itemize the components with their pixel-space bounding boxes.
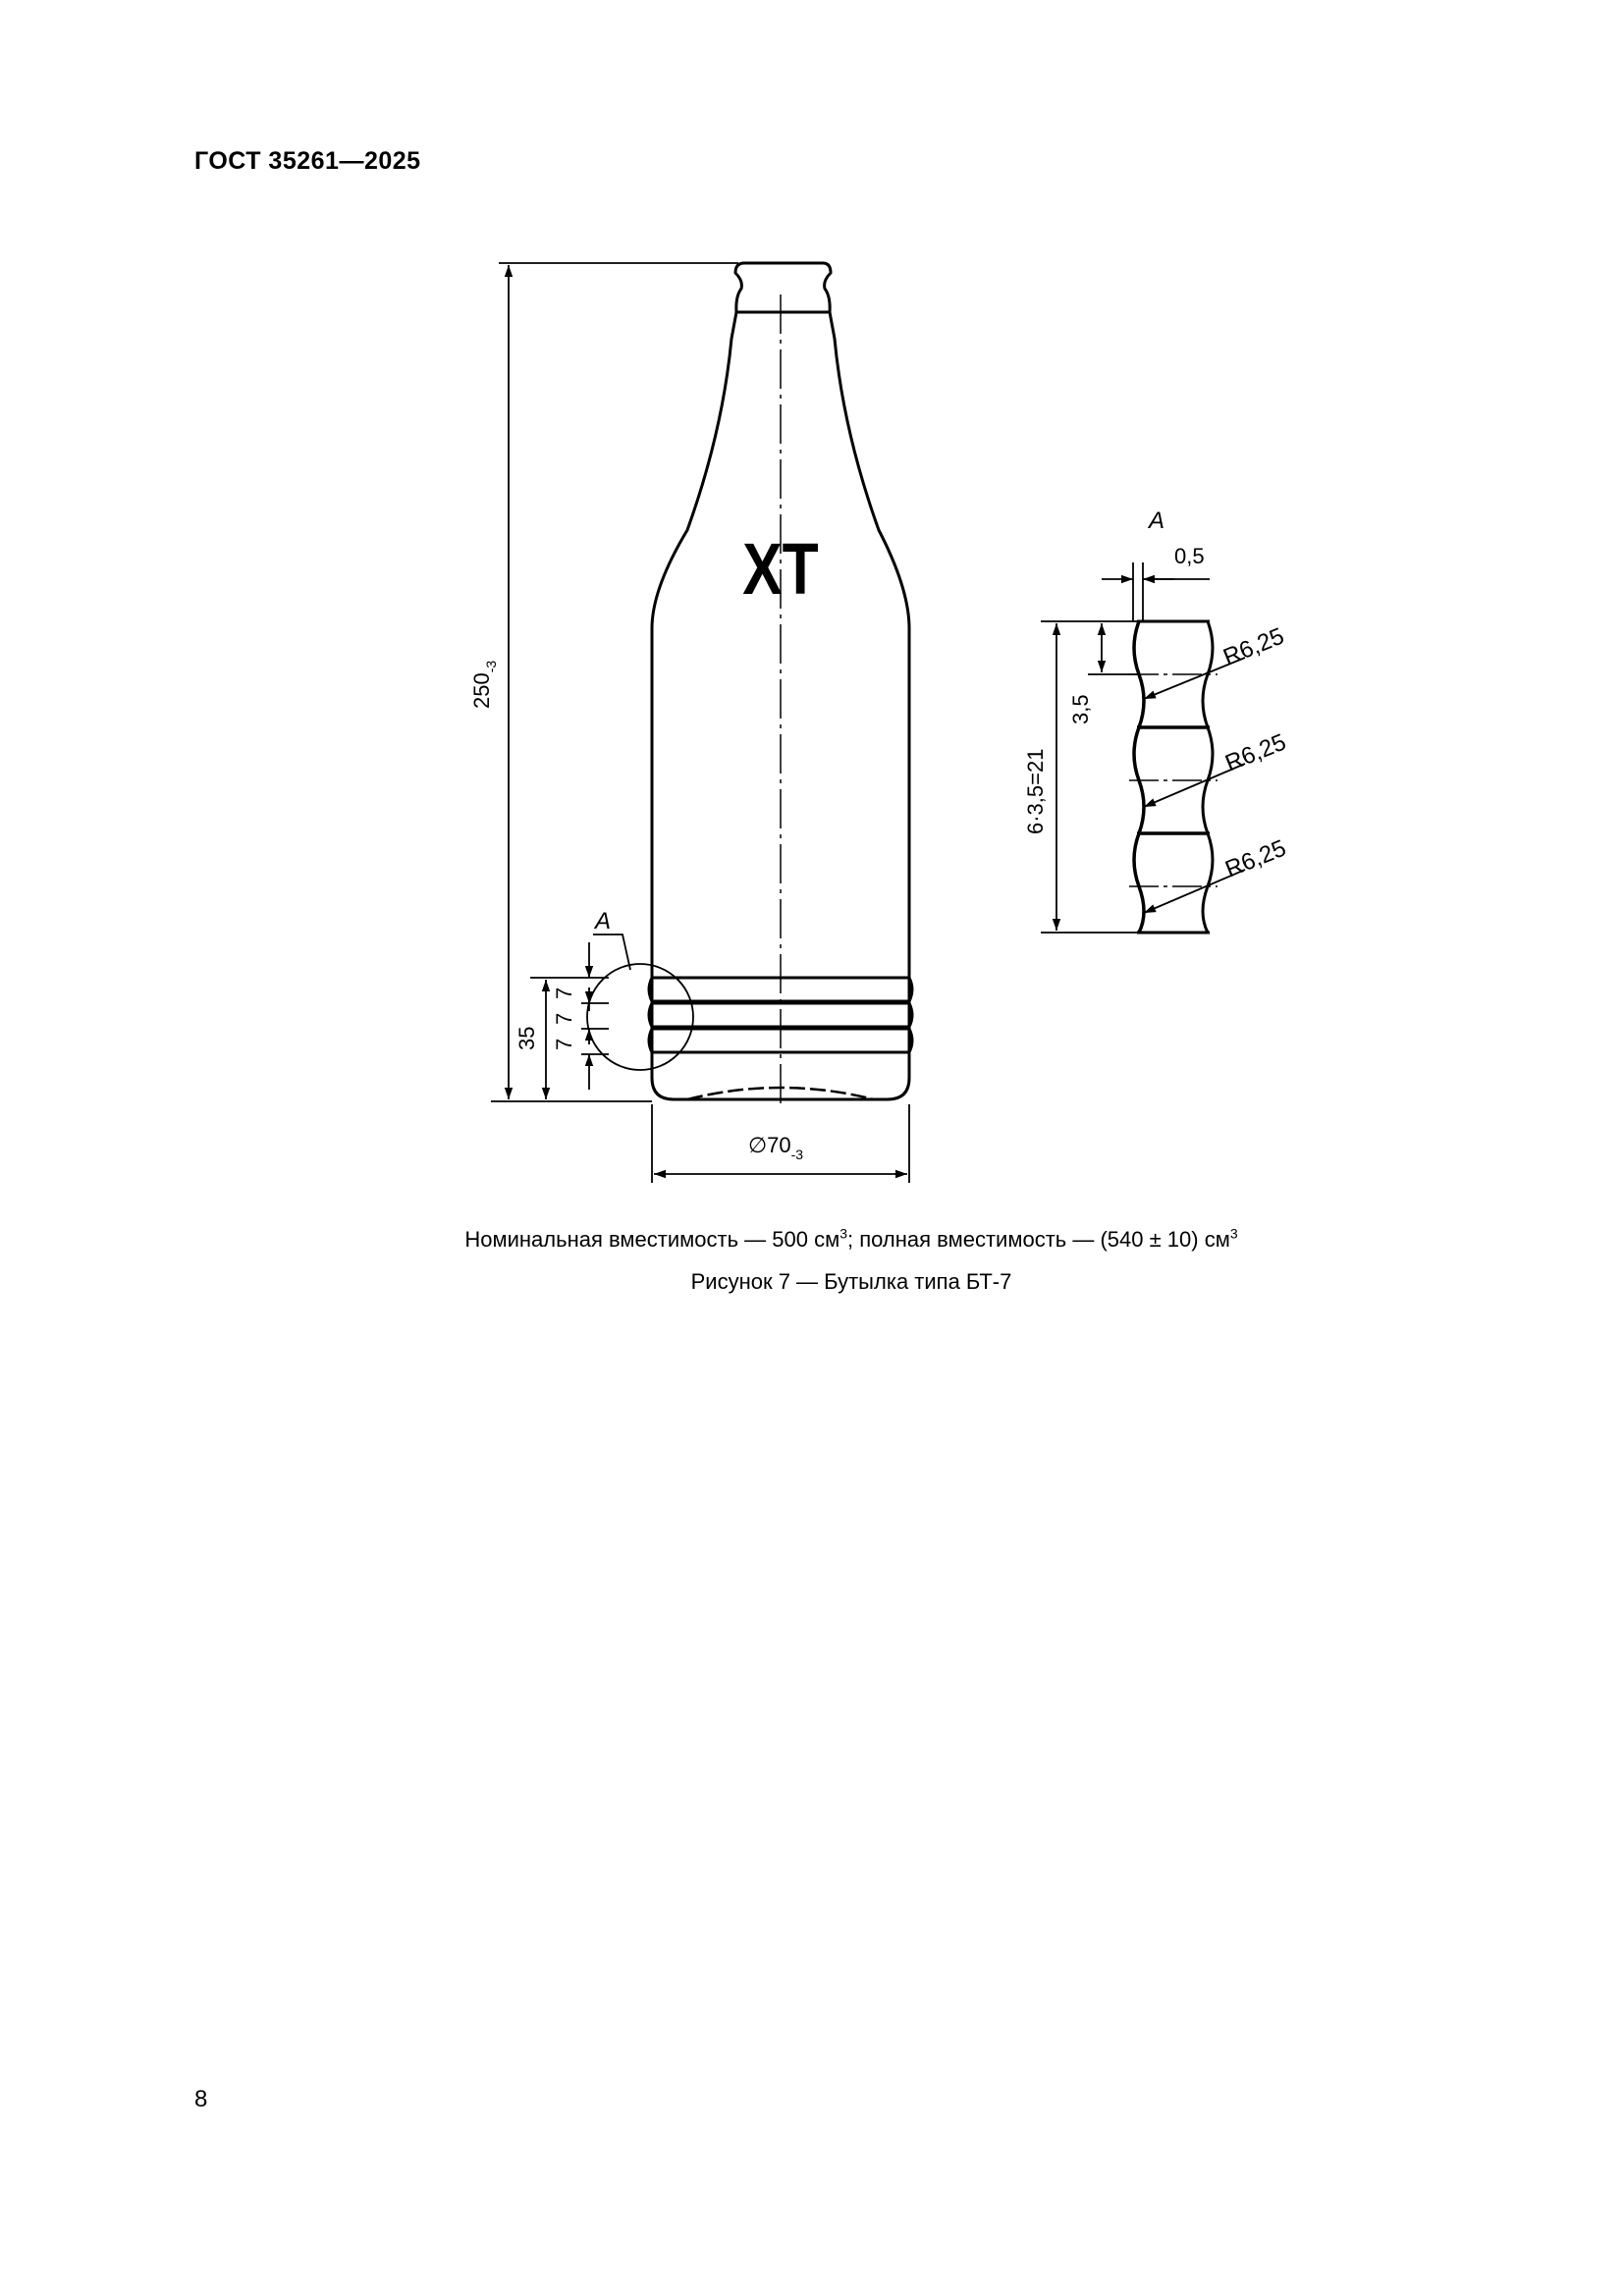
dim-height-label: $250_{-3}$ [469, 660, 499, 709]
detail-title: A [1149, 507, 1165, 534]
page-number: 8 [194, 2086, 208, 2112]
figure-title: Рисунок 7 — Бутылка типа БТ-7 [690, 1269, 1012, 1294]
svg-text:7: 7 [552, 1038, 576, 1050]
detail-circle [587, 964, 693, 1070]
bottle-right-profile [830, 312, 909, 1099]
detail-view [1129, 621, 1218, 933]
svg-text:7: 7 [552, 987, 576, 999]
detail-radius-3: R6,25 [1221, 834, 1290, 883]
figure-capacity-note: Номинальная вместимость — 500 $см^3$; полная вместимость — (540 ± 10) $см^3$ [464, 1225, 1238, 1252]
bottle-marking: ХТ [742, 529, 819, 611]
detail-callout-label: A [595, 908, 612, 934]
bottle-ring-2 [652, 1003, 912, 1027]
detail-pitch-label: 3,5 [1068, 694, 1093, 724]
bottle-ring-1 [652, 978, 912, 1001]
detail-radius-2: R6,25 [1221, 728, 1290, 777]
detail-radius-1: R6,25 [1219, 622, 1288, 671]
dim-diameter-label: $\emptyset 70_{-3}$ [748, 1133, 804, 1162]
dim-ring-zone-label: 35 [514, 1026, 539, 1050]
bottle-finish [735, 263, 831, 312]
bottle-left-profile [652, 312, 736, 1099]
detail-total-label: 6·3,5=21 [1023, 748, 1048, 834]
detail-depth-label: 0,5 [1174, 544, 1205, 568]
svg-text:7: 7 [552, 1012, 576, 1025]
document-header: ГОСТ 35261—2025 [194, 147, 421, 175]
